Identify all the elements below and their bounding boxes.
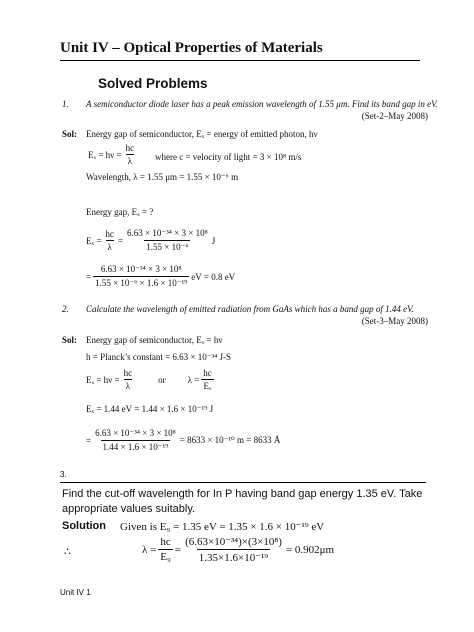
problem2-step-den: 1.44 × 1.6 × 10⁻¹⁹ xyxy=(102,442,169,452)
problem3-given: Given is E₉ = 1.35 eV = 1.35 × 1.6 × 10⁻¹⁹ eV xyxy=(120,521,325,533)
problem1-step2-equals: = xyxy=(86,271,92,282)
problem2-question: Calculate the wavelength of emitted radiation from GaAs which has a band gap of 1.44 eV. xyxy=(86,304,414,314)
problem1-eq-fraction xyxy=(124,143,137,166)
problem3-eq-num-a: hc xyxy=(160,536,171,548)
problem1-step2-fraction xyxy=(93,264,189,289)
problem1-reference: (Set-2–May 2008) xyxy=(361,111,428,121)
problem3-question: Find the cut-off wavelength for In P having band gap energy 1.35 eV. Take appropriate values suitably. xyxy=(62,488,423,515)
problem1-step1-num-a: hc xyxy=(105,229,114,239)
problem2-planck: h = Planck’s constant = 6.63 × 10⁻³⁴ J-S xyxy=(86,352,232,362)
problem2-step-fraction xyxy=(93,428,178,453)
problem2-eq-fraction xyxy=(122,368,135,391)
problem2-sol-label: Sol: xyxy=(62,335,78,345)
title-underline xyxy=(60,60,420,61)
problem1-wavelength: Wavelength, λ = 1.55 μm = 1.55 × 10⁻⁶ m xyxy=(86,172,239,182)
problem3-eq-den-b: 1.35×1.6×10⁻¹⁹ xyxy=(197,549,270,564)
problem1-step1-den-a: λ xyxy=(107,242,112,252)
problem3-eq-result: = 0.902μm xyxy=(285,543,335,556)
problem2-eq-num: hc xyxy=(123,368,133,378)
problem2-eq2-fraction xyxy=(201,368,214,391)
problem1-step1-fraction-a xyxy=(103,229,116,252)
problem1-number: 1. xyxy=(62,99,69,109)
problem1-equation xyxy=(88,143,138,166)
problem3-eq-num-b: (6.63×10⁻³⁴)×(3×10⁸) xyxy=(185,536,282,548)
problem2-step-num: 6.63 × 10⁻³⁴ × 3 × 10⁸ xyxy=(95,428,176,438)
problem1-step1-lhs: Eₓ = xyxy=(86,235,102,246)
problem2-eg-value: Eₓ = 1.44 eV = 1.44 × 1.6 × 10⁻¹⁹ J xyxy=(86,404,214,414)
problem3-eq-den-a: E₉ xyxy=(160,551,171,563)
problem1-step1-equals: = xyxy=(117,235,124,246)
problem1-line1: Energy gap of semiconductor, Eₓ = energy of emitted photon, hν xyxy=(86,129,318,139)
problem3-eq-fraction-b xyxy=(183,535,284,564)
problem1-step1 xyxy=(86,228,215,253)
section-heading: Solved Problems xyxy=(98,76,208,91)
problem1-step1-num-b: 6.63 × 10⁻³⁴ × 3 × 10⁸ xyxy=(127,228,208,238)
problem2-eq-den: λ xyxy=(125,381,131,391)
problem1-eq-lhs: Eₓ = hν = xyxy=(88,149,122,160)
problem1-step1-fraction-b xyxy=(125,228,210,253)
problem2-reference: (Set-3–May 2008) xyxy=(361,316,428,326)
problem2-eq2-den: Eₓ xyxy=(203,381,212,391)
problem1-eq-num: hc xyxy=(125,143,135,153)
problem3-sol-label: Solution xyxy=(62,520,106,532)
problem1-step2-den: 1.55 × 10⁻⁶ × 1.6 × 10⁻¹⁹ xyxy=(95,278,188,288)
problem2-eq-lhs: Eₓ = hν = xyxy=(86,374,120,385)
problem2-line1: Energy gap of semiconductor, Eₓ = hν xyxy=(86,335,223,345)
problem1-sol-label: Sol: xyxy=(62,129,78,139)
problem2-eq2-lhs: λ = xyxy=(187,374,200,385)
problem3-therefore: ∴ xyxy=(64,546,71,558)
problem2-step-result: = 8633 × 10⁻¹⁰ m = 8633 Å xyxy=(179,435,281,445)
problem1-eq-where: where c = velocity of light = 3 × 10⁸ m/s xyxy=(155,152,302,162)
problem2-step xyxy=(86,428,280,453)
problem1-step2-num: 6.63 × 10⁻³⁴ × 3 × 10⁸ xyxy=(100,264,182,274)
problem3-eq-fraction-a xyxy=(158,536,173,563)
page-title: Unit IV – Optical Properties of Materials xyxy=(60,40,323,56)
problem1-step1-den-b: 1.55 × 10⁻⁶ xyxy=(146,242,189,252)
problem1-step2 xyxy=(86,264,235,289)
problem3-eq-equals: = xyxy=(174,543,182,556)
problem2-step-equals: = xyxy=(86,435,92,446)
problem3-equation xyxy=(142,535,334,564)
problem1-eq-den: λ xyxy=(127,156,133,166)
problem3-number: 3. xyxy=(60,470,67,479)
problem1-question: A semiconductor diode laser has a peak emission wavelength of 1.55 μm. Find its band gap in eV. xyxy=(86,99,438,109)
problem3-top-rule xyxy=(60,482,426,483)
problem2-equation xyxy=(86,368,216,391)
problem2-number: 2. xyxy=(62,304,69,314)
problem2-eq2-num: hc xyxy=(203,368,212,378)
problem1-energy-gap-question: Energy gap, Eₓ = ? xyxy=(86,207,154,217)
problem1-step1-unit: J xyxy=(211,235,216,246)
problem1-step2-result: eV = 0.8 eV xyxy=(191,271,236,282)
problem2-eq-or: or xyxy=(158,374,166,385)
problem3-eq-lhs: λ = xyxy=(142,543,157,556)
page-footer: Unit IV 1 xyxy=(60,588,91,597)
